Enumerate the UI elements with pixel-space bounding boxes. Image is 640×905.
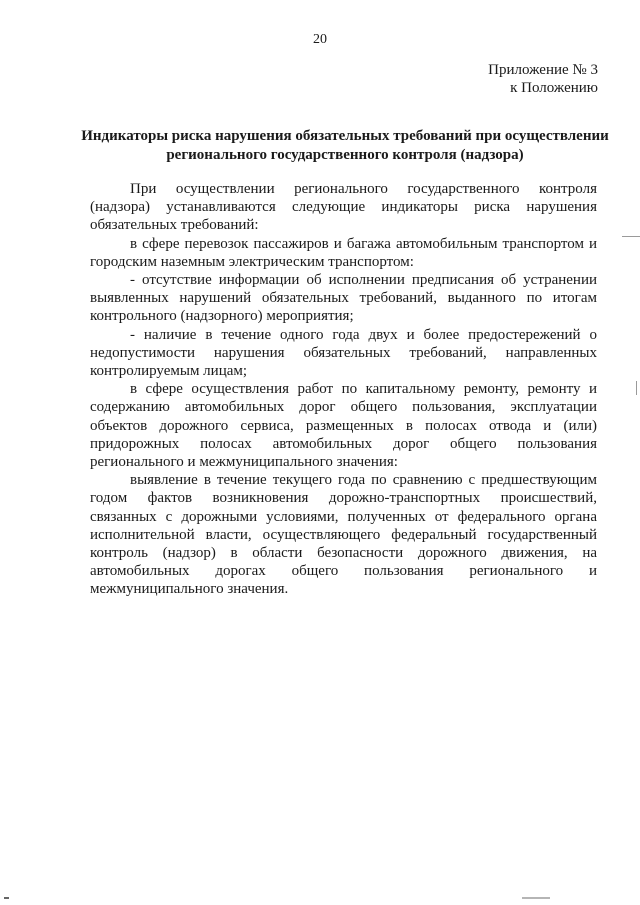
scan-artifact [4,897,9,899]
paragraph-roads-sphere: в сфере осуществления работ по капитальному ремонту, ремонту и содержанию автомобильных дорог общего пользования, эксплуатации объектов дорожного сервиса, размещенных в полосах отвода и (или) придорожных полосах автомобильных дорог общего пользования регионального и межмуниципального значения: [90,381,597,471]
paragraph-transport-sphere: в сфере перевозок пассажиров и багажа автомобильным транспортом и городским наземным электрическим транспортом: [90,235,597,270]
appendix-number: Приложение № 3 [488,62,598,78]
page-number: 20 [313,32,327,47]
scan-artifact [636,381,637,395]
appendix-reference [488,61,598,97]
document-title: Индикаторы риска нарушения обязательных требований при осуществлении регионального государственного контроля (надзора) [81,128,609,163]
paragraph-indicator-prescription: - отсутствие информации об исполнении предписания об устранении выявленных нарушений обязательных требований, выданного по итогам контрольного (надзорного) мероприятия; [90,272,597,325]
paragraph-indicator-warnings: - наличие в течение одного года двух и более предостережений о недопустимости нарушения обязательных требований, направленных контролируемым лицам; [90,326,597,380]
appendix-target: к Положению [510,80,598,96]
paragraph-intro: При осуществлении регионального государственного контроля (надзора) устанавливаются следующие индикаторы риска нарушения обязательных требований: [90,181,597,234]
scan-artifact [522,897,550,899]
document-body [90,180,597,599]
scan-artifact [622,236,640,237]
paragraph-indicator-accidents: выявление в течение текущего года по сравнению с предшествующим годом фактов возникновения дорожно-транспортных происшествий, связанных с дорожными условиями, полученных от федерального органа исполнительной власти, осуществляющего федеральный государственный контроль (надзор) в области безопасности дорожного движения, на автомобильных дорогах общего пользования регионального и межмуниципального значения. [90,472,597,598]
